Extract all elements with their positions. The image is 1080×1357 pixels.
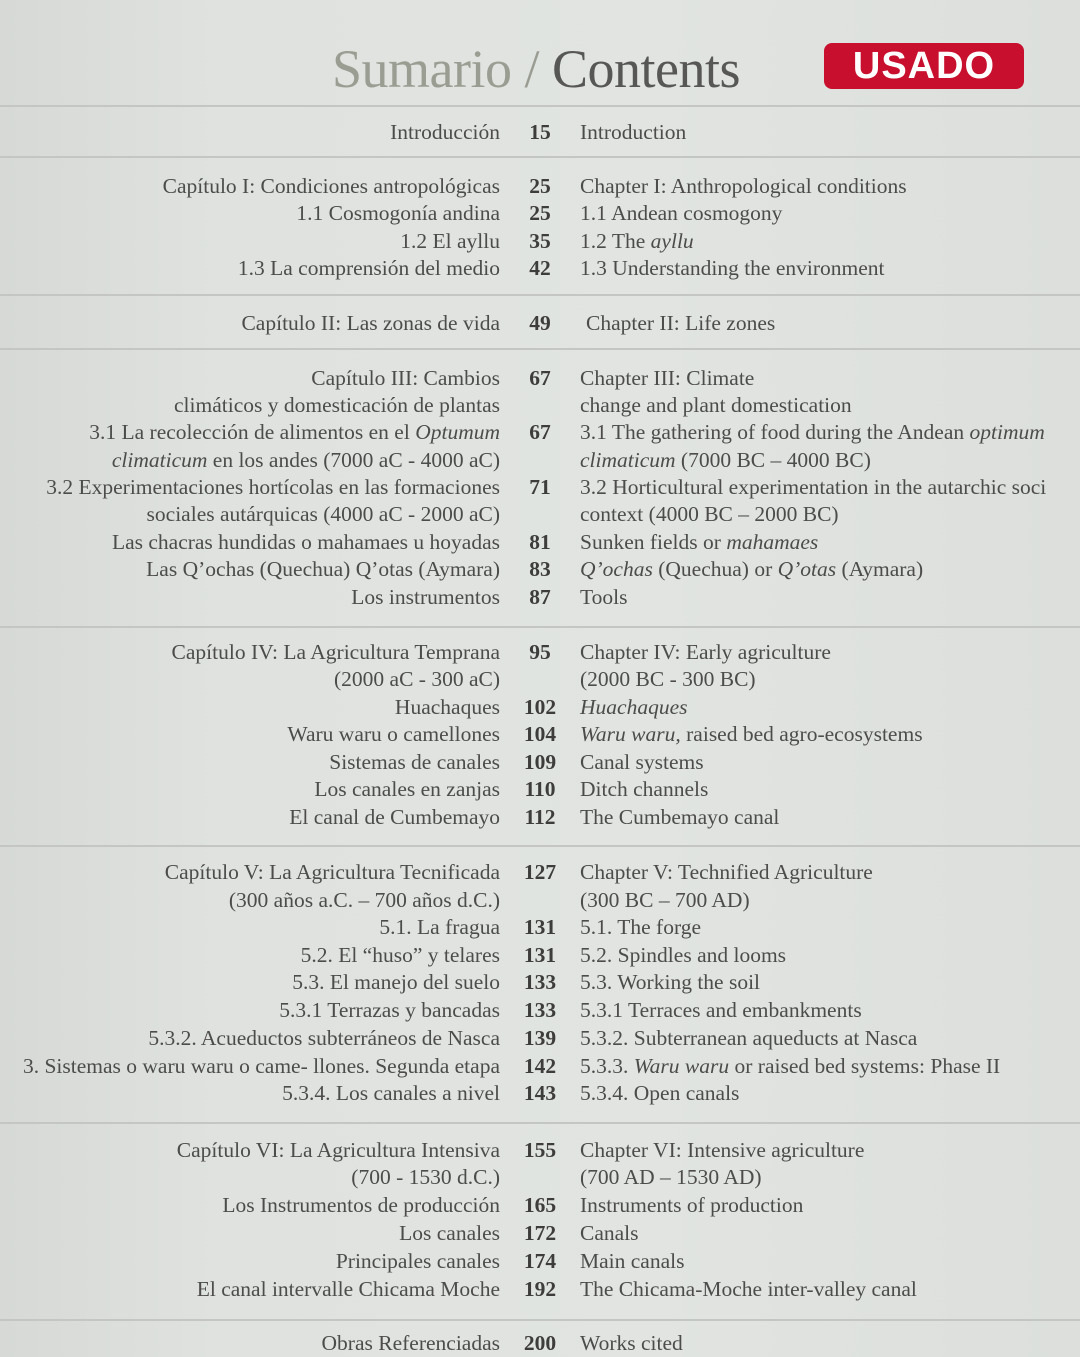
toc-entry-continuation — [0, 447, 1080, 474]
entry-es: 1.2 El ayllu — [400, 229, 500, 253]
entry-page: 81 — [529, 530, 551, 554]
entry-es: 1.1 Cosmogonía andina — [296, 201, 500, 225]
entry-en: Chapter VI: Intensive agriculture — [580, 1138, 865, 1162]
entry-en: Works cited — [580, 1331, 683, 1355]
toc-entry[interactable] — [0, 859, 1080, 886]
entry-en: Introduction — [580, 120, 687, 144]
entry-es: Huachaques — [394, 695, 500, 719]
used-badge: USADO — [824, 43, 1024, 89]
divider — [0, 348, 1080, 350]
entry-en: Waru waru, raised bed agro-ecosystems — [580, 722, 923, 746]
entry-en: Chapter III: Climate — [580, 366, 755, 390]
entry-es: 1.3 La comprensión del medio — [237, 256, 500, 280]
entry-page: 143 — [523, 1081, 557, 1105]
toc-entry[interactable] — [0, 1053, 1080, 1080]
toc-entry[interactable] — [0, 1137, 1080, 1164]
entry-es: Principales canales — [335, 1249, 500, 1273]
entry-en: change and plant domestication — [580, 393, 852, 417]
divider — [0, 845, 1080, 847]
entry-en: 5.2. Spindles and looms — [580, 943, 787, 967]
entry-es: (700 - 1530 d.C.) — [351, 1165, 500, 1189]
entry-page: 133 — [523, 970, 557, 994]
entry-page: 95 — [529, 640, 551, 664]
toc-entry[interactable] — [0, 1248, 1080, 1275]
toc-entry[interactable] — [0, 1330, 1080, 1357]
entry-es: 5.3.2. Acueductos subterráneos de Nasca — [148, 1026, 500, 1050]
entry-page: 174 — [523, 1249, 557, 1273]
entry-en: 5.3. Working the soil — [580, 970, 761, 994]
entry-es: Obras Referenciadas — [321, 1331, 500, 1355]
entry-en: Sunken fields or mahamaes — [580, 530, 819, 554]
entry-en: 3.2 Horticultural experimentation in the autarchic soci — [580, 475, 1047, 499]
entry-es: sociales autárquicas (4000 aC - 2000 aC) — [146, 502, 500, 526]
entry-en: Tools — [580, 585, 628, 609]
toc-entry[interactable] — [0, 584, 1080, 611]
entry-en: (300 BC – 700 AD) — [580, 888, 750, 912]
toc-entry[interactable] — [0, 1276, 1080, 1303]
entry-en: Chapter V: Technified Agriculture — [580, 860, 873, 884]
entry-page: 71 — [529, 475, 551, 499]
entry-es: Sistemas de canales — [329, 750, 500, 774]
entry-page: 35 — [529, 229, 551, 253]
entry-es: Los canales en zanjas — [314, 777, 500, 801]
entry-es: 3. Sistemas o waru waru o came- llones. Segunda etapa — [22, 1054, 500, 1078]
entry-en: 5.3.2. Subterranean aqueducts at Nasca — [580, 1026, 918, 1050]
toc-entry[interactable] — [0, 1220, 1080, 1247]
toc-entry[interactable] — [0, 969, 1080, 996]
divider — [0, 1122, 1080, 1124]
toc-entry[interactable] — [0, 474, 1080, 501]
toc-entry[interactable] — [0, 749, 1080, 776]
entry-en: (2000 BC - 300 BC) — [580, 667, 756, 691]
entry-page: 200 — [523, 1331, 557, 1355]
toc-entry[interactable] — [0, 804, 1080, 831]
entry-en: 5.3.3. Waru waru or raised bed systems: Phase II — [580, 1054, 1001, 1078]
entry-en: Canal systems — [580, 750, 704, 774]
entry-page: 25 — [529, 174, 551, 198]
entry-es: 5.3.1 Terrazas y bancadas — [279, 998, 500, 1022]
divider — [0, 156, 1080, 158]
entry-page: 104 — [523, 722, 557, 746]
entry-en: 5.1. The forge — [580, 915, 702, 939]
entry-page: 142 — [523, 1054, 557, 1078]
entry-es: (300 años a.C. – 700 años d.C.) — [228, 888, 500, 912]
entry-es: Waru waru o camellones — [287, 722, 500, 746]
entry-es: 3.2 Experimentaciones hortícolas en las formaciones — [46, 475, 500, 499]
entry-es: Capítulo IV: La Agricultura Temprana — [171, 640, 500, 664]
entry-en: The Cumbemayo canal — [580, 805, 780, 829]
entry-es: 5.3.4. Los canales a nivel — [282, 1081, 500, 1105]
entry-es: El canal de Cumbemayo — [289, 805, 500, 829]
entry-en: Chapter II: Life zones — [586, 311, 776, 335]
entry-page: 110 — [524, 777, 556, 801]
toc-entry[interactable] — [0, 556, 1080, 583]
toc-entry[interactable] — [0, 942, 1080, 969]
toc-entry[interactable] — [0, 365, 1080, 392]
entry-en: Huachaques — [580, 695, 688, 719]
toc-entry[interactable] — [0, 173, 1080, 200]
toc-entry[interactable] — [0, 1080, 1080, 1107]
entry-en: Chapter IV: Early agriculture — [580, 640, 831, 664]
entry-es: El canal intervalle Chicama Moche — [196, 1277, 500, 1301]
entry-page: 15 — [529, 120, 551, 144]
toc-entry[interactable] — [0, 997, 1080, 1024]
entry-en: Instruments of production — [580, 1193, 804, 1217]
entry-page: 49 — [529, 311, 551, 335]
entry-es: 5.2. El “huso” y telares — [300, 943, 500, 967]
entry-page: 83 — [529, 557, 551, 581]
page-title — [332, 36, 740, 102]
toc-entry[interactable] — [0, 1025, 1080, 1052]
entry-page: 131 — [523, 915, 557, 939]
toc-entry[interactable] — [0, 529, 1080, 556]
entry-page: 165 — [523, 1193, 557, 1217]
entry-en: context (4000 BC – 2000 BC) — [580, 502, 839, 526]
entry-page: 87 — [529, 585, 551, 609]
toc-entry-continuation — [0, 501, 1080, 528]
toc-entry[interactable] — [0, 721, 1080, 748]
toc-entry[interactable] — [0, 255, 1080, 282]
entry-en: Q’ochas (Quechua) or Q’otas (Aymara) — [580, 557, 924, 581]
entry-en: 1.1 Andean cosmogony — [580, 201, 783, 225]
toc-entry-continuation — [0, 887, 1080, 914]
title-spanish: Sumario — [332, 39, 512, 99]
toc-entry[interactable] — [0, 419, 1080, 446]
entry-es: 3.1 La recolección de alimentos en el Optumum — [89, 420, 500, 444]
entry-en: (700 AD – 1530 AD) — [580, 1165, 762, 1189]
divider — [0, 294, 1080, 296]
toc-entry[interactable] — [0, 914, 1080, 941]
entry-en: 1.2 The ayllu — [580, 229, 694, 253]
entry-es: Capítulo I: Condiciones antropológicas — [162, 174, 500, 198]
entry-es: 5.3. El manejo del suelo — [292, 970, 500, 994]
toc-entry-continuation — [0, 392, 1080, 419]
entry-es: climaticum en los andes (7000 aC - 4000 aC) — [111, 448, 500, 472]
title-english: Contents — [552, 39, 741, 99]
entry-es: Las chacras hundidas o mahamaes u hoyadas — [111, 530, 500, 554]
entry-es: Capítulo III: Cambios — [311, 366, 500, 390]
divider — [0, 1319, 1080, 1321]
entry-en: The Chicama-Moche inter-valley canal — [580, 1277, 917, 1301]
title-separator: / — [524, 39, 540, 99]
entry-es: Capítulo V: La Agricultura Tecnificada — [164, 860, 500, 884]
entry-en: 3.1 The gathering of food during the Andean optimum — [580, 420, 1045, 444]
entry-en: Ditch channels — [580, 777, 709, 801]
entry-page: 112 — [524, 805, 556, 829]
entry-page: 131 — [523, 943, 557, 967]
entry-es: (2000 aC - 300 aC) — [334, 667, 500, 691]
entry-page: 139 — [523, 1026, 557, 1050]
entry-en: Canals — [580, 1221, 639, 1245]
entry-page: 42 — [529, 256, 551, 280]
toc-entry[interactable] — [0, 310, 1080, 337]
entry-page: 133 — [523, 998, 557, 1022]
entry-es: Los canales — [399, 1221, 500, 1245]
entry-es: Capítulo VI: La Agricultura Intensiva — [176, 1138, 500, 1162]
entry-page: 67 — [529, 420, 551, 444]
toc-entry-continuation — [0, 666, 1080, 693]
toc-entry[interactable] — [0, 228, 1080, 255]
entry-page: 25 — [529, 201, 551, 225]
toc-entry[interactable] — [0, 200, 1080, 227]
entry-page: 127 — [523, 860, 557, 884]
entry-es: Introducción — [390, 120, 500, 144]
toc-entry[interactable] — [0, 119, 1080, 146]
entry-page: 102 — [523, 695, 557, 719]
entry-es: Los instrumentos — [351, 585, 500, 609]
toc-entry[interactable] — [0, 776, 1080, 803]
entry-en: 5.3.4. Open canals — [580, 1081, 740, 1105]
toc-entry[interactable] — [0, 639, 1080, 666]
divider — [0, 626, 1080, 628]
entry-es: Las Q’ochas (Quechua) Q’otas (Aymara) — [146, 557, 500, 581]
entry-page: 109 — [523, 750, 557, 774]
entry-es: Los Instrumentos de producción — [222, 1193, 500, 1217]
entry-en: Chapter I: Anthropological conditions — [580, 174, 907, 198]
entry-en: 5.3.1 Terraces and embankments — [580, 998, 862, 1022]
entry-es: climáticos y domesticación de plantas — [174, 393, 500, 417]
toc-entry[interactable] — [0, 1192, 1080, 1219]
entry-page: 67 — [529, 366, 551, 390]
entry-page: 192 — [523, 1277, 557, 1301]
divider — [0, 105, 1080, 107]
entry-en: Main canals — [580, 1249, 685, 1273]
toc-entry-continuation — [0, 1164, 1080, 1191]
toc-entry[interactable] — [0, 694, 1080, 721]
entry-es: 5.1. La fragua — [379, 915, 500, 939]
entry-en: climaticum (7000 BC – 4000 BC) — [580, 448, 871, 472]
entry-es: Capítulo II: Las zonas de vida — [241, 311, 500, 335]
entry-en: 1.3 Understanding the environment — [580, 256, 885, 280]
entry-page: 172 — [523, 1221, 557, 1245]
entry-page: 155 — [523, 1138, 557, 1162]
